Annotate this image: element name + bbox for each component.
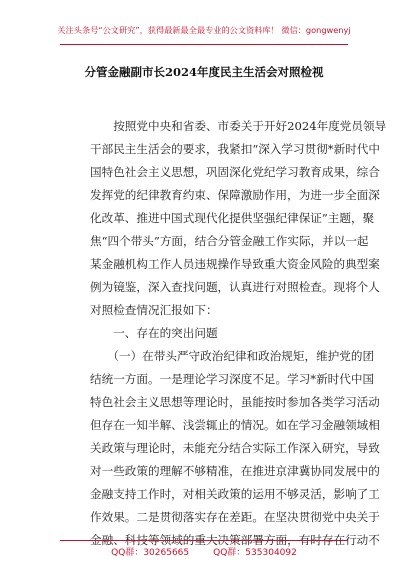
body-line: 例为镜鉴，深入查找问题，认真进行对照检查。现将个人 [90,280,380,294]
body-line: 化改革、推进中国式现代化提供坚强纪律保证”主题，聚 [90,211,375,225]
header-banner: 关注头条号“公文研究”，获得最新最全最专业的公文资料库！ 微信：gongwenyj [57,25,351,35]
body-line: 一、存在的突出问题 [90,326,218,340]
body-line: 作效果。二是贯彻落实存在差距。在坚决贯彻党中央关于 [90,510,380,524]
body-line: （一）在带头严守政治纪律和政治规矩，维护党的团 [90,349,375,363]
body-line: 发挥党的纪律教育约束、保障激励作用，为进一步全面深 [90,188,380,202]
body-line: 金融支持工作时，对相关政策的运用不够灵活，影响了工 [90,487,380,501]
footer [0,545,408,558]
body-line: 结统一方面。一是理论学习深度不足。学习*新时代中国 [90,372,375,386]
footer-divider [60,540,348,541]
body-line: 焦“四个带头”方面，结合分管金融工作实际，并以一起 [90,234,369,248]
body-line: 按照党中央和省委、市委关于开好2024年度党员领导 [90,119,387,133]
body-line: 某金融机构工作人员违规操作导致重大资金风险的典型案 [90,257,380,271]
header-divider [60,44,348,45]
body-line: 但存在一知半解、浅尝辄止的情况。如在学习金融领域相 [90,418,380,432]
body-line: 对照检查情况汇报如下： [90,303,218,317]
body-line: 干部民主生活会的要求，我紧扣“深入学习贯彻*新时代中 [90,142,380,156]
body-line: 对一些政策的理解不够精准，在推进京津冀协同发展中的 [90,464,380,478]
body-line: 金融、科技等领域的重大决策部署方面，有时存在行动不 [90,533,380,547]
body-line: 特色社会主义思想等理论时，虽能按时参加各类学习活动 [90,395,380,409]
footer-qq-group-1: QQ群：30265665 [111,548,190,558]
document-title: 分管金融副市长2024年度民主生活会对照检视 [84,65,324,79]
footer-qq-group-2: QQ群：535304092 [213,548,297,558]
body-line: 关政策与理论时，未能充分结合实际工作深入研究，导致 [90,441,380,455]
document-body [90,115,387,552]
body-line: 国特色社会主义思想，巩固深化党纪学习教育成果，综合 [90,165,380,179]
